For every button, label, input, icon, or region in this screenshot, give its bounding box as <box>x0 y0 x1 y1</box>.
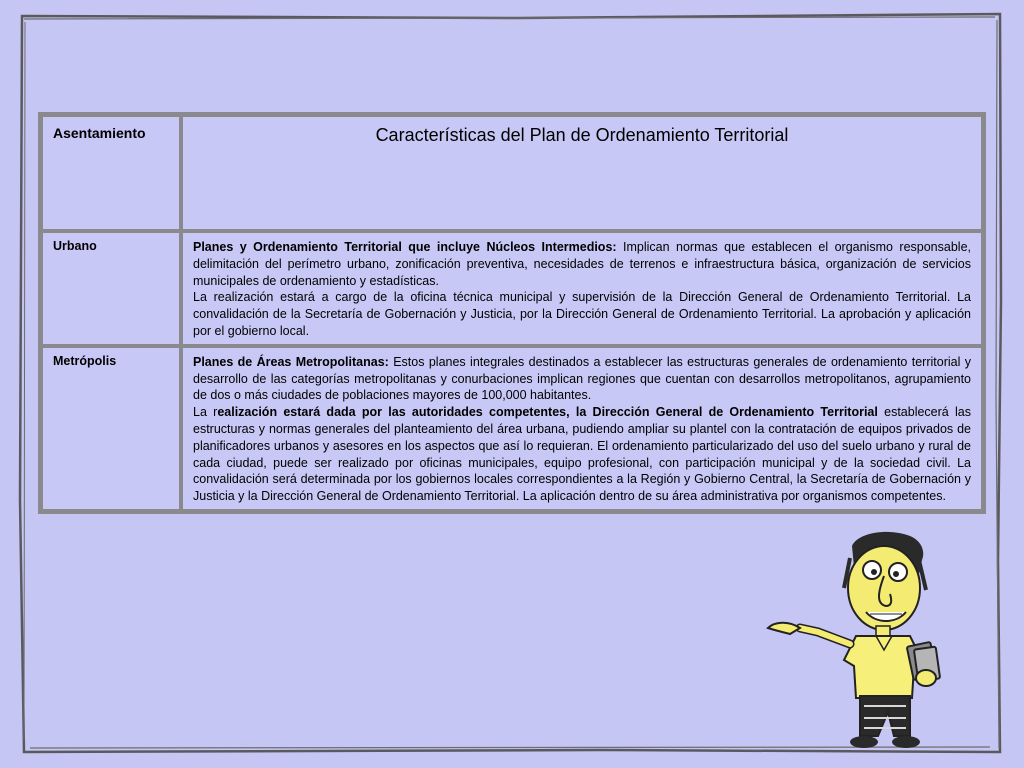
bold-lead: Planes y Ordenamiento Territorial que incluye Núcleos Intermedios: <box>193 240 617 254</box>
text: La r <box>193 405 218 420</box>
bold-lead: Planes de Áreas Metropolitanas: <box>193 354 389 369</box>
table-row <box>41 231 983 346</box>
row-body-metropolis <box>181 346 983 511</box>
bold-text: ealización estará dada por las autoridades competentes, la Dirección General de Ordenamiento Territorial <box>217 405 878 420</box>
cartoon-presenter-illustration <box>760 528 970 756</box>
row-label-urbano: Urbano <box>41 231 181 346</box>
table-header-row <box>41 115 983 231</box>
header-asentamiento: Asentamiento <box>41 115 181 231</box>
table-row <box>41 346 983 511</box>
plan-table <box>38 112 986 514</box>
paragraph <box>193 289 971 339</box>
row-label-metropolis: Metrópolis <box>41 346 181 511</box>
row-body-urbano <box>181 231 983 346</box>
text: establecerá las estructuras y normas generales del planteamiento del área urbana, pudiendo ampliar su plantel con la contratación de equipos privados de planificadores urbanos y asesores en los aspectos que así lo requieran. El ordenamiento particularizado del uso del suelo urbano y rural de cada ciudad, puede ser realizado por oficinas municipales, equipo profesional, con participación municipal y de la sociedad civil. La convalidación será determinada por los gobiernos locales correspondientes a la Región y Gobierno Central, la Secretaría de Gobernación y Justicia y la Dirección General de Ordenamiento Territorial. La aplicación dentro de su área administrativa por organismos competentes. <box>193 405 971 504</box>
paragraph <box>193 354 971 404</box>
paragraph <box>193 239 971 289</box>
text: Estos planes integrales destinados a establecer las estructuras generales de ordenamiento territorial y desarrollo de las categorías metropolitanas y conurbaciones implican regiones que cuentan con desarrollos metropolitanos, agrupamiento de dos o más ciudades de poblaciones mayores de 100,000 habitantes. <box>193 354 971 403</box>
paragraph <box>193 404 971 505</box>
header-caracteristicas: Características del Plan de Ordenamiento Territorial <box>181 115 983 231</box>
text: Implican normas que establecen el organismo responsable, delimitación del perímetro urbano, zonificación preventiva, necesidades de terrenos e infraestructura básica, organización de servicios municipales de ordenamiento y estadísticas. <box>193 240 971 288</box>
text: La realización estará a cargo de la oficina técnica municipal y supervisión de la Dirección General de Ordenamiento Territorial. La convalidación de la Secretaría de Gobernación y Justicia, por la Dirección General de Ordenamiento Territorial. La aprobación y aplicación por el gobierno local. <box>193 290 971 338</box>
